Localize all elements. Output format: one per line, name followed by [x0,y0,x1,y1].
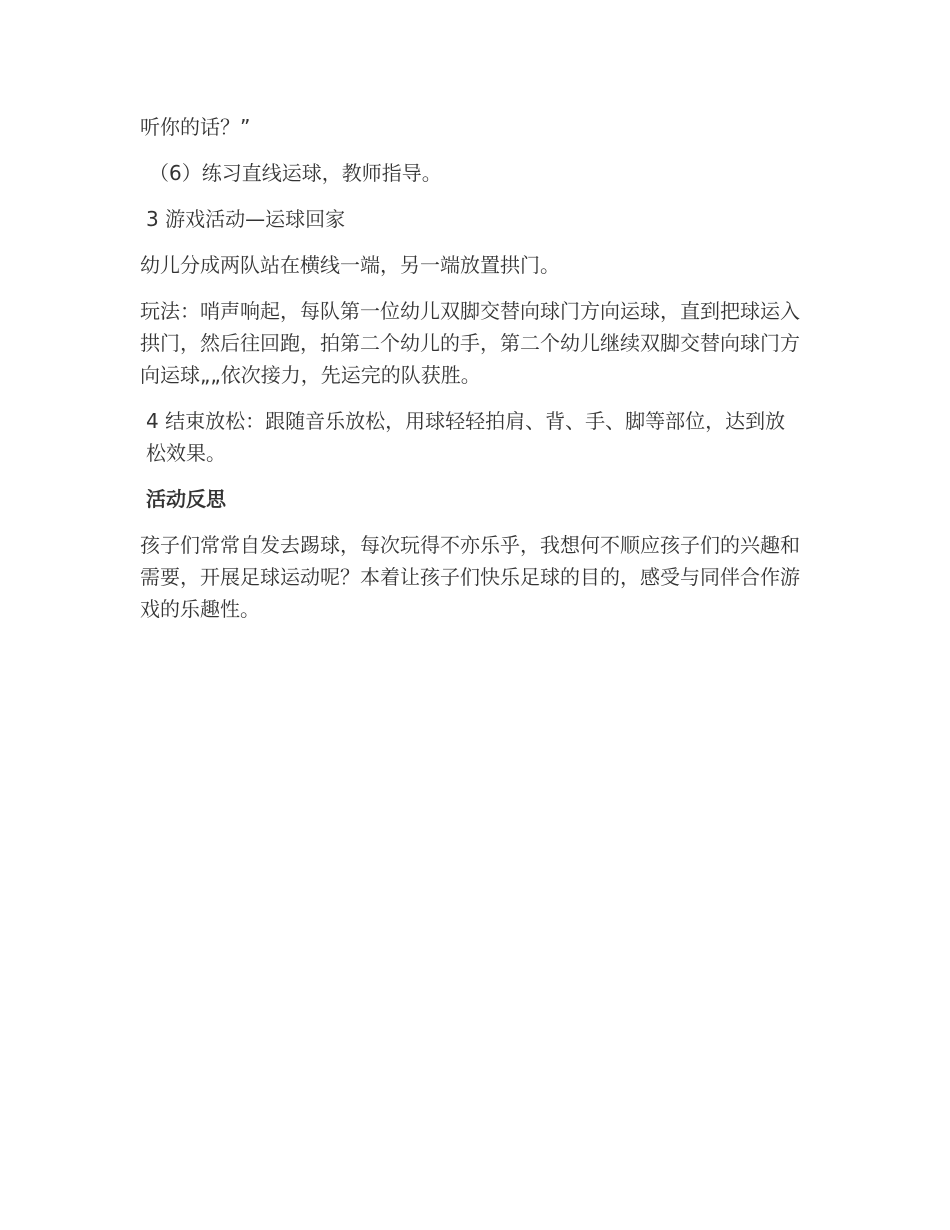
document-page [140,111,802,639]
paragraph-gameplay: 玩法：哨声响起，每队第一位幼儿双脚交替向球门方向运球，直到把球运入拱门，然后往回跑，拍第二个幼儿的手，第二个幼儿继续双脚交替向球门方向运球„„依次接力，先运完的队获胜。 [140,299,800,387]
paragraph-team-setup: 幼儿分成两队站在横线一端，另一端放置拱门。 [140,253,560,277]
paragraph-cool-down: 4 结束放松：跟随音乐放松，用球轻轻拍肩、背、手、脚等部位，达到放松效果。 [146,409,786,465]
section-heading-game-activity: 3 游戏活动—运球回家 [146,207,346,231]
paragraph-reflection: 孩子们常常自发去踢球，每次玩得不亦乐乎，我想何不顺应孩子们的兴趣和需要，开展足球运动呢？本着让孩子们快乐足球的目的，感受与同伴合作游戏的乐趣性。 [140,533,800,621]
paragraph-continuation: 听你的话？” [140,115,251,139]
section-heading-reflection: 活动反思 [146,487,226,511]
paragraph-step-6: （6）练习直线运球，教师指导。 [149,161,442,185]
